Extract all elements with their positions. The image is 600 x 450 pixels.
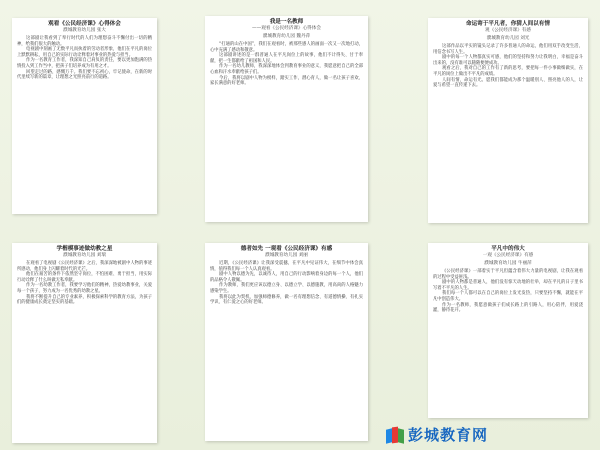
essay-sheet-3 <box>428 18 588 223</box>
essay-body <box>17 261 152 306</box>
watermark-text: 彭城教育网 <box>408 425 489 444</box>
essay-subtitle: ——观看《公民经济课》心得体会 <box>252 26 321 31</box>
essay-body <box>210 261 363 306</box>
essay-paragraph: 剧中的人物都是普通人，他们没有惊天动地的壮举，却在平凡的日子里书写着不平凡的人生。 <box>433 280 583 291</box>
essay-paragraph: 观看之后，我对自己的工作有了新的思考，要把每一件小事做细做实，在平凡的岗位上做出不平凡的成绩。 <box>433 66 583 77</box>
essay-author: 濮城教育幼儿园 刘光 <box>486 36 530 41</box>
essay-paragraph: “打通的山在中国”，我们在观看时，被那些感人的画面一次又一次地打动，心中充满了感动和敬意。 <box>210 42 363 53</box>
essay-sheet-2 <box>205 16 368 222</box>
essay-paragraph: 我将以此为契机，加强师德修养，做一名有理想信念、有道德情操、有扎实学识、有仁爱之心的好老师。 <box>210 294 363 306</box>
essay-sheet-1 <box>12 18 157 214</box>
essay-paragraph: 人间有情，命运有光。愿我们都能成为那个温暖别人、照亮他人的人，让爱与希望一直传递下去。 <box>433 77 583 89</box>
essay-paragraph: 我将不断提升自己的专业素养，积极探索科学的教育方法，为孩子们的健康成长奠定坚实的基础。 <box>17 294 152 306</box>
essay-author: 濮城教育幼儿园 张大 <box>63 28 106 33</box>
essay-paragraph: 作为教师，我们更应该以德立身、以德立学、以德施教，用高尚的人格魅力感染学生。 <box>210 283 363 294</box>
essay-author: 濮城教育幼儿园 刘丽 <box>265 253 308 258</box>
essay-paragraph: 他们在艰苦的条件下依然坚守岗位，不怕困难、勇于担当，用实际行动诠释了什么叫做无私奉献。 <box>17 272 152 283</box>
essay-paragraph: 剧中的每一个人物都真实可感，他们的坚持和努力让我明白，幸福是奋斗出来的，没有谁可以随随便便成功。 <box>433 55 583 66</box>
essay-paragraph: 作为一名教师，我愿意做孩子们成长路上的引路人，用心陪伴，用爱浇灌，静待花开。 <box>433 302 583 314</box>
essay-paragraph: 今后，我将以剧中人物为榜样，踏实工作，潜心育人，做一名让孩子喜欢、家长满意的好老师。 <box>210 75 363 87</box>
essay-paragraph: 电视剧中刻画了无数平凡而执着的劳动者形象，他们在平凡的岗位上默默耕耘，用自己的实际行动诠释着对事业的热爱与担当。 <box>17 47 152 58</box>
essay-author: 濮城教育幼儿园 刘瑞 <box>63 253 106 258</box>
essay-paragraph: 在观看了电视剧《公民经济课》之后，我深深地被剧中人物的事迹所感动，他们身上闪耀着时代的光芒。 <box>17 261 152 272</box>
essay-paragraph: 回望走过的路，感慨万千。我们要不忘初心，牢记使命，在新的时代里续写新的篇章，让理想之光照亮前行的道路。 <box>17 69 152 81</box>
essay-sheet-6 <box>428 243 588 418</box>
essay-body <box>433 44 583 89</box>
essay-body <box>433 269 583 314</box>
essay-sheet-4 <box>12 243 157 443</box>
essay-title: 平凡中的伟大 <box>491 246 525 252</box>
essay-paragraph: 这部剧讲述的是一群普通人在平凡岗位上的故事，他们不计得失、甘于奉献，把一生都献给了祖国和人民。 <box>210 53 363 64</box>
essay-subtitle: 观《公民经济课》有感 <box>485 28 531 33</box>
essay-author: 濮城教育幼儿园 牛丽萍 <box>484 261 532 266</box>
essay-paragraph: 《公民经济课》一部着实于平凡但蕴含着伟大力量的电视剧，让我在观看的过程中受益匪浅。 <box>433 269 583 280</box>
essay-paragraph: 作为一名幼教工作者，我要学习他们的精神，热爱幼教事业，关爱每一个孩子，努力成为一名优秀的幼教之星。 <box>17 283 152 294</box>
essay-paragraph: 这部剧让我看到了奉行时代的人们为理想奋斗不懈付出一切的精神，给我们很大的触动。 <box>17 36 152 47</box>
essay-body <box>210 42 363 87</box>
essay-title: 我是一名教师 <box>269 19 304 25</box>
essay-title: 德者如先 一观看《公民经济课》有感 <box>240 246 333 252</box>
essay-paragraph: 近期，《公民经济课》让我深受震撼，在平凡中见证伟大，在细节中体会真情，值得我们每一个人认真观看。 <box>210 261 363 272</box>
essay-paragraph: 剧中人物以德为先，以诚待人，用自己的行动影响着身边的每一个人，他们的品格令人敬佩。 <box>210 272 363 283</box>
essay-body <box>17 36 152 81</box>
essay-title: 学楷模事迹做幼教之星 <box>56 246 113 252</box>
logo-green-leaf <box>398 428 404 444</box>
site-watermark <box>386 423 488 445</box>
essay-paragraph: 作为一名教育工作者，我深知自己肩负的责任，要以更加饱满的热情投入到工作当中，把孩子们培养成为有用之才。 <box>17 58 152 69</box>
essay-author: 濮城教育幼儿园 魏丹萍 <box>262 34 311 39</box>
essay-subtitle: 一观《公民经济课》有感 <box>482 253 534 258</box>
book-logo-icon <box>386 425 404 443</box>
essay-paragraph: 我们每一个人都可以在自己的岗位上发光发热，只要坚持不懈，就能在平凡中创造伟大。 <box>433 291 583 302</box>
essay-sheet-5 <box>205 243 368 441</box>
essay-title: 观看《公民经济课》心得体会 <box>48 21 121 27</box>
essay-title: 命运寄于平凡者，你猜人间以有情 <box>466 21 550 27</box>
essay-paragraph: 作为一名幼儿教师，我深深地体会到教育事业的意义，我愿意把自己的全部心血和汗水奉献给孩子们。 <box>210 64 363 75</box>
essay-paragraph: 这部作品以平实的镜头记录了许多普通人的命运，他们用双手改变生活，用信念书写人生。 <box>433 44 583 55</box>
